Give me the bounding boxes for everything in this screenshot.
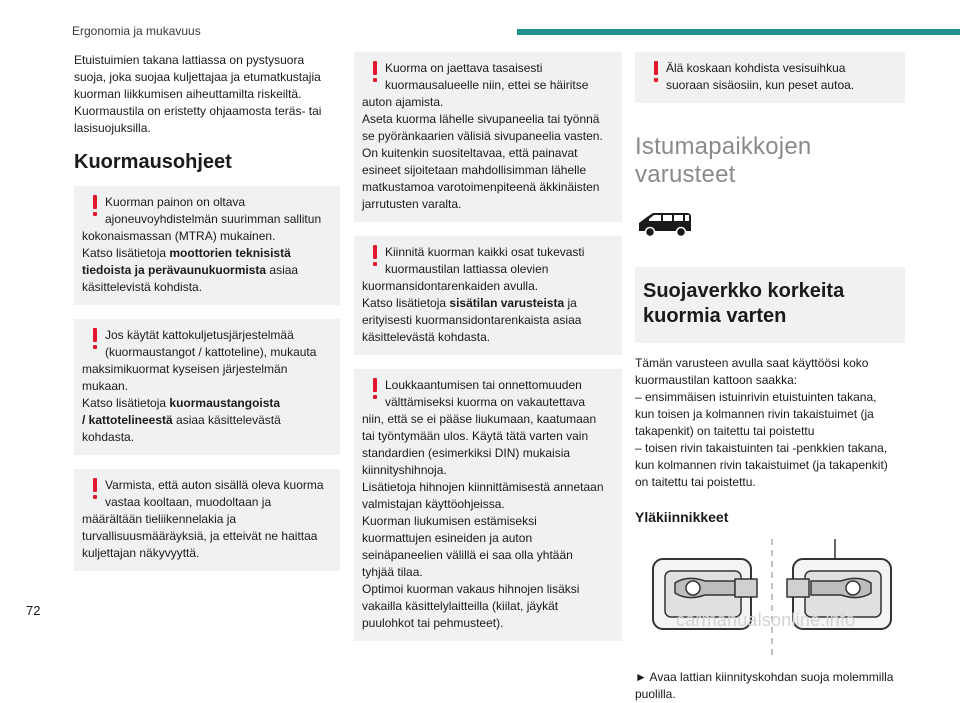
text-line: seinäpaneelien välillä ei saa olla yhtään (362, 548, 573, 562)
text-line: mukaan. (82, 379, 129, 393)
intro-paragraph (74, 52, 340, 137)
subheading-panel (635, 267, 905, 343)
text-line: puolilla. (635, 687, 676, 701)
text-line: Etuistuimien takana lattiassa on pystysuora (74, 53, 305, 67)
text-fragment: Katso lisätietoja (82, 396, 170, 410)
text-line: tai työntymään ulos. Käytä tätä varten vain (362, 429, 589, 443)
column-1 (74, 52, 340, 585)
text-line (82, 245, 332, 262)
instruction-step (635, 669, 905, 703)
text-line: Älä koskaan kohdista vesisuihkua (666, 61, 846, 75)
text-line: kuormattujen esineiden ja auton (362, 531, 533, 545)
exclamation-icon (373, 378, 378, 400)
text-line: niin, että se ei pääse liukumaan, kaatumaan (362, 412, 597, 426)
text-line: kuorman liikkumisen aiheuttamilta riskeiltä. (74, 87, 302, 101)
text-line: kohdasta. (82, 430, 135, 444)
bold-reference: / kattotelineestä (82, 413, 173, 427)
text-line: Tämän varusteen avulla saat käyttöösi koko (635, 356, 869, 370)
subsection-heading: Yläkiinnikkeet (635, 509, 729, 525)
text-fragment: Katso lisätietoja (362, 296, 450, 310)
text-line (82, 412, 332, 429)
text-line: maksimikuormat kyseisen järjestelmän (82, 362, 288, 376)
van-icon (635, 207, 905, 257)
header-accent-bar (517, 29, 960, 35)
text-line: se pyöränkaarien välisiä sivupaneelia vasten. (362, 129, 603, 143)
exclamation-icon (373, 245, 378, 267)
page-number: 72 (26, 603, 41, 618)
text-line: auton ajamista. (362, 95, 444, 109)
text-line: määrältään tieliikennelakia ja (82, 512, 237, 526)
exclamation-icon (373, 61, 378, 83)
text-line: – ensimmäisen istuinrivin etuistuinten takana, (635, 390, 877, 404)
text-line: Lisätietoja hihnojen kiinnittämisestä annetaan (362, 480, 604, 494)
text-line: Kuormaustila on eristetty ohjaamosta teräs- tai (74, 104, 322, 118)
text-line: Kuorman liukumisen estämiseksi (362, 514, 537, 528)
text-line: käsittelevästä kohdasta. (362, 330, 491, 344)
exclamation-icon (654, 61, 659, 83)
text-line: – toisen rivin takaistuinten tai -penkkien takana, (635, 441, 888, 455)
text-line: Kuorman painon on oltava (105, 195, 246, 209)
text-line: turvallisuusmääräyksiä, ja etteivät ne haittaa (82, 529, 318, 543)
text-line: kun kolmannen rivin takaistuimet (ja takapenkit) (635, 458, 888, 472)
text-line: Optimoi kuorman vakaus hihnojen lisäksi (362, 582, 580, 596)
text-line: Kuorma on jaettava tasaisesti (385, 61, 543, 75)
body-paragraph (635, 355, 905, 491)
text-line (82, 395, 332, 412)
warning-box (74, 186, 340, 305)
subheading-line: Suojaverkko korkeita (643, 280, 845, 302)
text-line: ajoneuvoyhdistelmän suurimman sallitun (105, 212, 322, 226)
bold-reference: kuormaustangoista (169, 396, 281, 410)
section-heading: Kuormausohjeet (74, 151, 232, 173)
warning-box (354, 52, 622, 222)
text-line: käsittelevistä kohdista. (82, 280, 203, 294)
text-line: kuormansidontarenkaiden avulla. (362, 279, 539, 293)
text-line: kiinnityshihnoja. (362, 463, 447, 477)
bold-reference: sisätilan varusteista (449, 296, 565, 310)
text-line: vastaa kooltaan, muodoltaan ja (105, 495, 272, 509)
text-line (362, 295, 614, 312)
text-line: jarrutusten varalta. (362, 197, 462, 211)
text-line: kuormausalueelle niin, ettei se häiritse (385, 78, 589, 92)
text-line (82, 262, 332, 279)
text-line: suoja, joka suojaa kuljettajaa ja etumatkustajia (74, 70, 321, 84)
text-line: ► Avaa lattian kiinnityskohdan suoja molemmilla (635, 670, 894, 684)
warning-box (354, 369, 622, 641)
text-line: esineet sijoitetaan mahdollisimman lähelle (362, 163, 587, 177)
exclamation-icon (93, 328, 98, 350)
text-line: Jos käytät kattokuljetusjärjestelmää (105, 328, 294, 342)
text-line: erityisesti kuormansidontarenkaista asiaa (362, 313, 582, 327)
text-line: Loukkaantumisen tai onnettomuuden (385, 378, 582, 392)
exclamation-icon (93, 195, 98, 217)
section-title: Istumapaikkojen varusteet (635, 133, 812, 188)
text-line: kuormaustilan kattoon saakka: (635, 373, 798, 387)
text-line: matkustamoa varotoimenpiteenä äkkinäisten (362, 180, 600, 194)
subheading-line: kuormia varten (643, 305, 787, 327)
warning-box (635, 52, 905, 103)
text-line: takapenkit) on taitettu tai poistettu (635, 424, 815, 438)
exclamation-icon (93, 478, 98, 500)
text-line: standardien (esimerkiksi DIN) mukaisia (362, 446, 571, 460)
column-3 (635, 52, 905, 703)
text-line: suoraan sisäosiin, kun peset autoa. (666, 78, 855, 92)
warning-box (74, 319, 340, 455)
text-line: Kiinnitä kuorman kaikki osat tukevasti (385, 245, 585, 259)
bold-reference: moottorien teknisistä (169, 246, 291, 260)
warning-box (354, 236, 622, 355)
text-line: Varmista, että auton sisällä oleva kuorma (105, 478, 324, 492)
text-line: lasisuojuksilla. (74, 121, 151, 135)
column-2 (354, 52, 622, 655)
text-fragment: asiaa (266, 263, 299, 277)
text-line: välttämiseksi kuorma on vakautettava (385, 395, 586, 409)
text-line: on taitettu tai poistettu. (635, 475, 756, 489)
text-line: kun toisen ja kolmannen rivin takaistuimet (ja (635, 407, 874, 421)
bold-reference: tiedoista ja perävaunukuormista (82, 263, 267, 277)
watermark: carmanualsonline.info (676, 610, 856, 630)
text-fragment: ja (564, 296, 577, 310)
text-fragment: Katso lisätietoja (82, 246, 170, 260)
anchor-illustration (635, 539, 905, 657)
text-fragment: asiaa käsittelevästä (172, 413, 281, 427)
warning-box (74, 469, 340, 571)
text-line: puulohkot tai pehmusteet). (362, 616, 504, 630)
running-header: Ergonomia ja mukavuus (72, 24, 201, 38)
text-line: kuljettajan näkyvyyttä. (82, 546, 200, 560)
text-line: On kuitenkin suositeltavaa, että painavat (362, 146, 578, 160)
text-line: vakailla käsittelylaitteilla (kiilat, jäykät (362, 599, 559, 613)
text-line: kokonaismassan (MTRA) mukainen. (82, 229, 276, 243)
text-line: Aseta kuorma lähelle sivupaneelia tai työnnä (362, 112, 600, 126)
text-line: valmistajan käyttöohjeissa. (362, 497, 505, 511)
text-line: (kuormaustangot / kattoteline), mukauta (105, 345, 317, 359)
text-line: tyhjää tilaa. (362, 565, 423, 579)
text-line: kuormaustilan lattiassa olevien (385, 262, 549, 276)
